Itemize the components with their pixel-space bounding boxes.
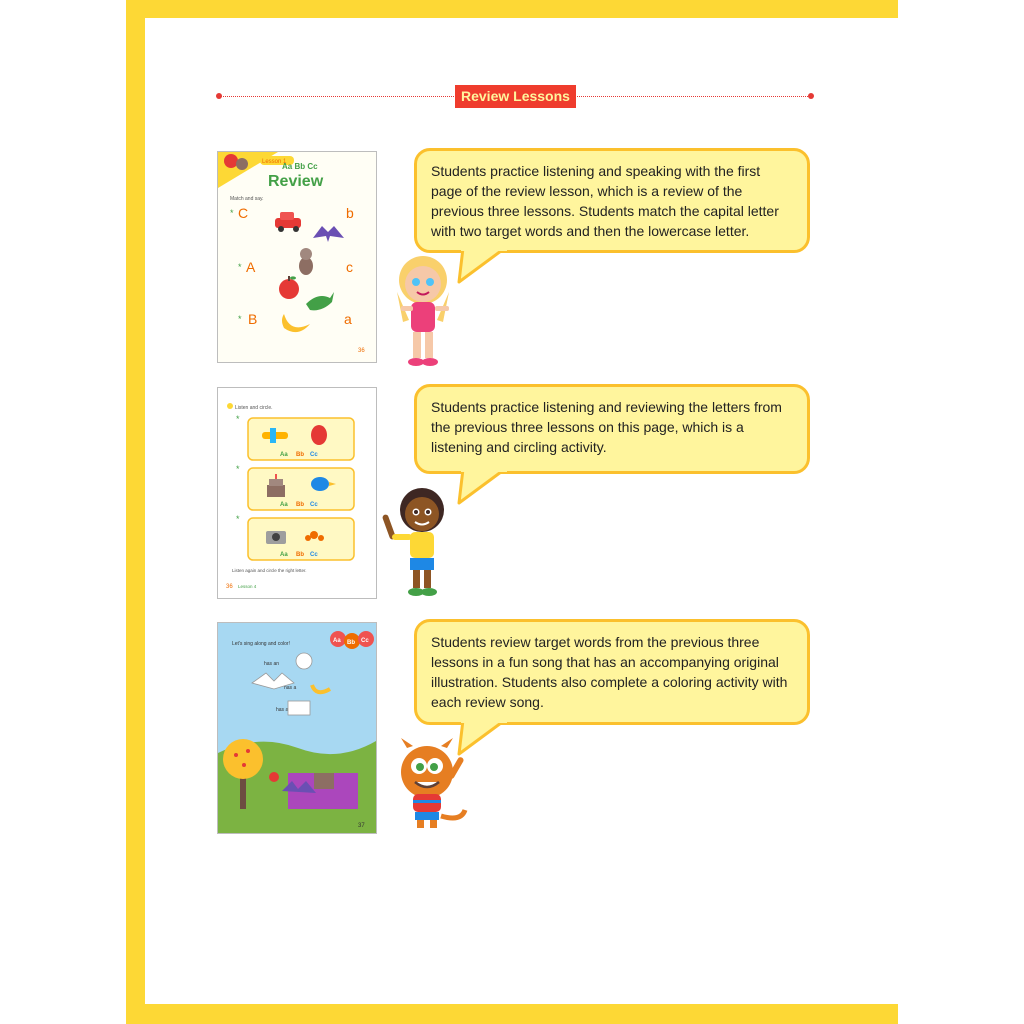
- description-bubble-1: [414, 148, 810, 253]
- thumb1-capital-3: B: [248, 311, 258, 327]
- divider-dot-right: [808, 93, 814, 99]
- thumb2-option-b-3: Bb: [296, 552, 304, 558]
- review-page-thumbnail-2: [217, 387, 377, 599]
- thumb1-instruction: Match and say.: [230, 196, 264, 202]
- description-bubble-2: [414, 384, 810, 474]
- bubble-tail-2: [455, 469, 515, 505]
- thumb1-lesson-tag: Lesson 1: [262, 159, 287, 165]
- thumb1-lower-2: c: [346, 259, 353, 275]
- thumb1-page-number: 36: [358, 348, 365, 354]
- cat-icon: [299, 248, 313, 275]
- boy-character-illustration: [378, 484, 458, 600]
- thumb2-footer-instruction: Listen again and circle the right letter.: [232, 568, 307, 573]
- thumb2-instruction: Listen and circle.: [235, 405, 273, 411]
- thumb2-lesson-label: Lesson 4: [238, 584, 257, 589]
- thumb2-option-b-2: Bb: [296, 502, 304, 508]
- thumb2-option-a-3: Aa: [280, 552, 288, 558]
- svg-text:*: *: [236, 414, 240, 424]
- thumb3-badge-a: Aa: [333, 638, 341, 644]
- thumb1-title: Review: [268, 173, 324, 190]
- section-title: Review Lessons: [455, 85, 576, 108]
- thumb2-option-b-1: Bb: [296, 452, 304, 458]
- description-text-3: Students review target words from the previous three lessons in a fun song that has an accompanying original illustration. Students also complete a coloring activity with each review song.: [431, 634, 788, 710]
- divider-dot-left: [216, 93, 222, 99]
- thumb2-option-c-2: Cc: [310, 502, 318, 508]
- thumb1-capital-1: C: [238, 205, 249, 221]
- review-page-thumbnail-1: [217, 151, 377, 363]
- girl-character-illustration: [383, 252, 463, 370]
- thumb3-badge-b: Bb: [347, 640, 355, 646]
- thumb1-lower-1: b: [346, 205, 354, 221]
- svg-text:*: *: [236, 464, 240, 474]
- thumb1-letters: Aa Bb Cc: [282, 162, 318, 171]
- svg-text:*: *: [238, 262, 242, 272]
- thumb3-badge-c: Cc: [361, 638, 369, 644]
- review-page-thumbnail-3: [217, 622, 377, 834]
- thumb3-instruction: Let's sing along and color!: [232, 641, 290, 647]
- thumb1-capital-2: A: [246, 259, 256, 275]
- camera-icon: [266, 531, 286, 544]
- thumb2-page-number: 36: [226, 584, 233, 590]
- monster-character-illustration: [385, 736, 471, 832]
- thumb2-option-a-1: Aa: [280, 452, 288, 458]
- thumb3-line-3: has a: [276, 707, 289, 713]
- balloon-icon: [311, 425, 327, 445]
- description-text-1: Students practice listening and speaking with the first page of the review lesson, which is a review of the previous three lessons. Students match the capital letter with two target words and then the lowercase letter.: [431, 163, 779, 239]
- bubble-tail-1: [455, 248, 515, 284]
- thumb3-page-number: 37: [358, 823, 365, 829]
- thumb3-line-2: has a: [284, 685, 297, 691]
- thumb1-lower-3: a: [344, 311, 352, 327]
- svg-text:*: *: [238, 314, 242, 324]
- thumb2-option-c-3: Cc: [310, 552, 318, 558]
- description-text-2: Students practice listening and reviewing the letters from the previous three lessons on this page, which is a listening and circling activity.: [431, 399, 782, 455]
- thumb3-line-1: has an: [264, 661, 280, 667]
- thumb2-option-a-2: Aa: [280, 502, 288, 508]
- svg-text:*: *: [230, 208, 234, 218]
- svg-text:*: *: [236, 514, 240, 524]
- thumb2-option-c-1: Cc: [310, 452, 318, 458]
- description-bubble-3: [414, 619, 810, 725]
